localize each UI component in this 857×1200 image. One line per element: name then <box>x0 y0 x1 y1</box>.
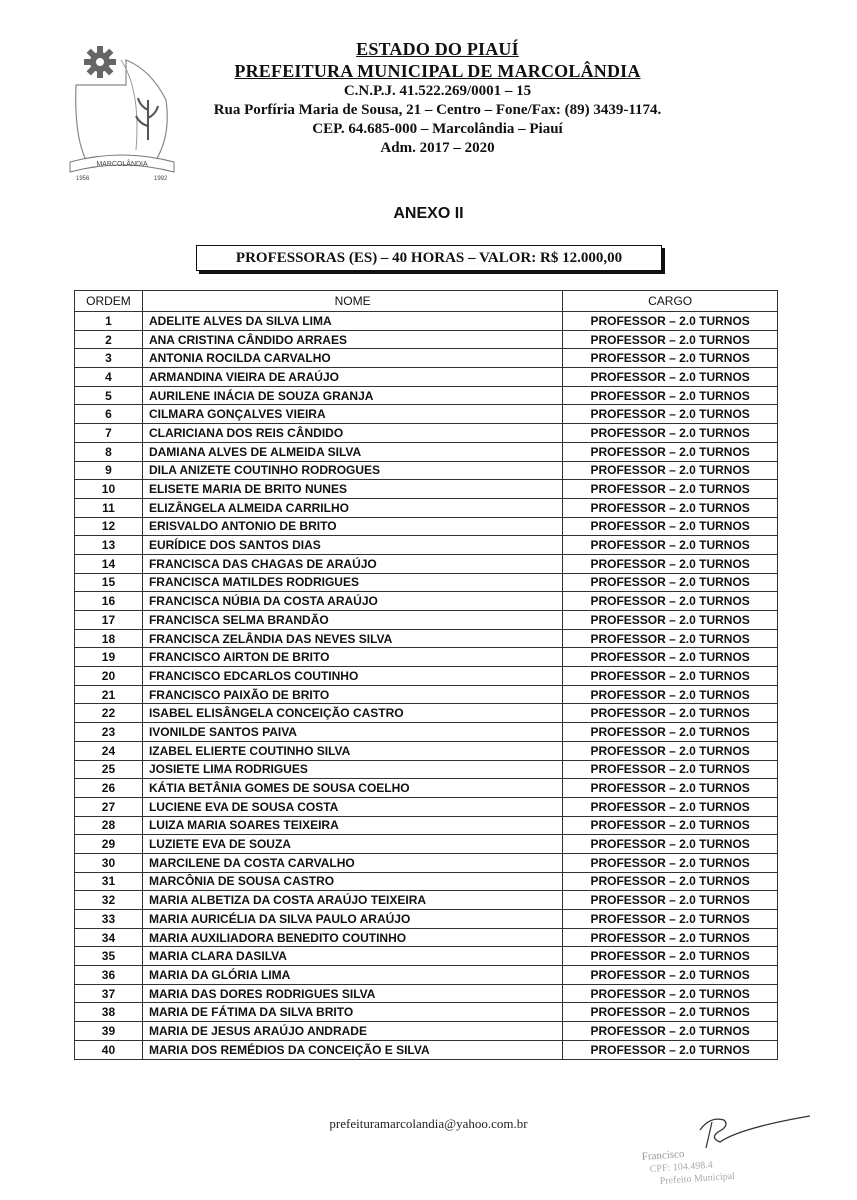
row-nome: ANA CRISTINA CÂNDIDO ARRAES <box>142 330 562 349</box>
row-nome: LUIZA MARIA SOARES TEIXEIRA <box>142 816 562 835</box>
row-nome: ARMANDINA VIEIRA DE ARAÚJO <box>142 368 562 387</box>
table-row <box>75 741 778 760</box>
row-cargo: PROFESSOR – 2.0 TURNOS <box>563 1003 778 1022</box>
row-nome: FRANCISCA NÚBIA DA COSTA ARAÚJO <box>142 592 562 611</box>
table-row <box>75 984 778 1003</box>
row-ordem: 2 <box>75 330 143 349</box>
row-cargo: PROFESSOR – 2.0 TURNOS <box>563 424 778 443</box>
row-ordem: 6 <box>75 405 143 424</box>
row-ordem: 37 <box>75 984 143 1003</box>
row-ordem: 10 <box>75 480 143 499</box>
row-ordem: 38 <box>75 1003 143 1022</box>
row-nome: ELIZÂNGELA ALMEIDA CARRILHO <box>142 498 562 517</box>
row-ordem: 17 <box>75 611 143 630</box>
row-cargo: PROFESSOR – 2.0 TURNOS <box>563 629 778 648</box>
row-ordem: 24 <box>75 741 143 760</box>
header-nome: NOME <box>142 291 562 312</box>
row-ordem: 5 <box>75 386 143 405</box>
row-cargo: PROFESSOR – 2.0 TURNOS <box>563 405 778 424</box>
row-ordem: 14 <box>75 554 143 573</box>
table-row <box>75 1022 778 1041</box>
row-ordem: 22 <box>75 704 143 723</box>
row-cargo: PROFESSOR – 2.0 TURNOS <box>563 891 778 910</box>
row-ordem: 20 <box>75 667 143 686</box>
row-nome: ADELITE ALVES DA SILVA LIMA <box>142 312 562 331</box>
row-nome: MARIA DAS DORES RODRIGUES SILVA <box>142 984 562 1003</box>
table-row <box>75 312 778 331</box>
row-nome: MARIA DE FÁTIMA DA SILVA BRITO <box>142 1003 562 1022</box>
cnpj-line: C.N.P.J. 41.522.269/0001 – 15 <box>343 83 532 99</box>
table-row <box>75 667 778 686</box>
row-nome: FRANCISCA ZELÂNDIA DAS NEVES SILVA <box>142 629 562 648</box>
row-cargo: PROFESSOR – 2.0 TURNOS <box>563 835 778 854</box>
row-nome: FRANCISCO AIRTON DE BRITO <box>142 648 562 667</box>
row-nome: LUCIENE EVA DE SOUSA COSTA <box>142 797 562 816</box>
row-ordem: 4 <box>75 368 143 387</box>
table-row <box>75 517 778 536</box>
row-cargo: PROFESSOR – 2.0 TURNOS <box>563 312 778 331</box>
table-row <box>75 928 778 947</box>
position-title-box: PROFESSORAS (ES) – 40 HORAS – VALOR: R$ 12.000,00 <box>196 245 662 271</box>
row-cargo: PROFESSOR – 2.0 TURNOS <box>563 779 778 798</box>
table-row <box>75 629 778 648</box>
row-nome: MARIA AUXILIADORA BENEDITO COUTINHO <box>142 928 562 947</box>
row-nome: FRANCISCO PAIXÃO DE BRITO <box>142 685 562 704</box>
row-nome: CILMARA GONÇALVES VIEIRA <box>142 405 562 424</box>
logo-ribbon-text: MARCOLÂNDIA <box>96 161 148 168</box>
row-cargo: PROFESSOR – 2.0 TURNOS <box>563 592 778 611</box>
table-row <box>75 1040 778 1059</box>
row-cargo: PROFESSOR – 2.0 TURNOS <box>563 368 778 387</box>
table-row <box>75 797 778 816</box>
teachers-table <box>74 290 778 1060</box>
table-row <box>75 891 778 910</box>
row-cargo: PROFESSOR – 2.0 TURNOS <box>563 797 778 816</box>
row-ordem: 33 <box>75 910 143 929</box>
row-ordem: 29 <box>75 835 143 854</box>
coat-of-arms-logo <box>66 40 178 182</box>
row-ordem: 34 <box>75 928 143 947</box>
row-nome: MARIA AURICÉLIA DA SILVA PAULO ARAÚJO <box>142 910 562 929</box>
row-ordem: 40 <box>75 1040 143 1059</box>
table-row <box>75 910 778 929</box>
row-cargo: PROFESSOR – 2.0 TURNOS <box>563 386 778 405</box>
row-nome: JOSIETE LIMA RODRIGUES <box>142 760 562 779</box>
address-line: Rua Porfíria Maria de Sousa, 21 – Centro – Fone/Fax: (89) 3439-1174. <box>213 102 662 118</box>
row-cargo: PROFESSOR – 2.0 TURNOS <box>563 1040 778 1059</box>
row-ordem: 16 <box>75 592 143 611</box>
row-ordem: 27 <box>75 797 143 816</box>
row-nome: FRANCISCA SELMA BRANDÃO <box>142 611 562 630</box>
row-cargo: PROFESSOR – 2.0 TURNOS <box>563 517 778 536</box>
row-cargo: PROFESSOR – 2.0 TURNOS <box>563 349 778 368</box>
row-cargo: PROFESSOR – 2.0 TURNOS <box>563 853 778 872</box>
row-cargo: PROFESSOR – 2.0 TURNOS <box>563 966 778 985</box>
footer-email: prefeituramarcolandia@yahoo.com.br <box>329 1116 528 1131</box>
row-ordem: 25 <box>75 760 143 779</box>
row-cargo: PROFESSOR – 2.0 TURNOS <box>563 872 778 891</box>
row-nome: MARIA CLARA DASILVA <box>142 947 562 966</box>
row-ordem: 39 <box>75 1022 143 1041</box>
table-header-row <box>75 291 778 312</box>
row-nome: MARIA ALBETIZA DA COSTA ARAÚJO TEIXEIRA <box>142 891 562 910</box>
row-nome: IZABEL ELIERTE COUTINHO SILVA <box>142 741 562 760</box>
row-nome: EURÍDICE DOS SANTOS DIAS <box>142 536 562 555</box>
table-row <box>75 554 778 573</box>
row-ordem: 3 <box>75 349 143 368</box>
table-row <box>75 442 778 461</box>
table-row <box>75 592 778 611</box>
table-row <box>75 816 778 835</box>
row-nome: MARIA DE JESUS ARAÚJO ANDRADE <box>142 1022 562 1041</box>
row-ordem: 15 <box>75 573 143 592</box>
row-ordem: 8 <box>75 442 143 461</box>
row-nome: FRANCISCO EDCARLOS COUTINHO <box>142 667 562 686</box>
table-row <box>75 779 778 798</box>
row-ordem: 32 <box>75 891 143 910</box>
row-nome: MARIA DOS REMÉDIOS DA CONCEIÇÃO E SILVA <box>142 1040 562 1059</box>
row-ordem: 19 <box>75 648 143 667</box>
row-cargo: PROFESSOR – 2.0 TURNOS <box>563 442 778 461</box>
row-cargo: PROFESSOR – 2.0 TURNOS <box>563 536 778 555</box>
row-cargo: PROFESSOR – 2.0 TURNOS <box>563 723 778 742</box>
table-row <box>75 1003 778 1022</box>
row-cargo: PROFESSOR – 2.0 TURNOS <box>563 461 778 480</box>
table-row <box>75 723 778 742</box>
row-ordem: 36 <box>75 966 143 985</box>
row-ordem: 12 <box>75 517 143 536</box>
row-nome: IVONILDE SANTOS PAIVA <box>142 723 562 742</box>
row-ordem: 35 <box>75 947 143 966</box>
row-cargo: PROFESSOR – 2.0 TURNOS <box>563 760 778 779</box>
row-cargo: PROFESSOR – 2.0 TURNOS <box>563 667 778 686</box>
row-nome: DILA ANIZETE COUTINHO RODROGUES <box>142 461 562 480</box>
stamp-name: Francisco <box>641 1148 685 1163</box>
header-cargo: CARGO <box>563 291 778 312</box>
letterhead <box>165 38 710 158</box>
row-cargo: PROFESSOR – 2.0 TURNOS <box>563 984 778 1003</box>
table-row <box>75 872 778 891</box>
row-cargo: PROFESSOR – 2.0 TURNOS <box>563 498 778 517</box>
header-ordem: ORDEM <box>75 291 143 312</box>
table-row <box>75 349 778 368</box>
row-ordem: 18 <box>75 629 143 648</box>
row-nome: FRANCISCA DAS CHAGAS DE ARAÚJO <box>142 554 562 573</box>
row-cargo: PROFESSOR – 2.0 TURNOS <box>563 947 778 966</box>
row-cargo: PROFESSOR – 2.0 TURNOS <box>563 611 778 630</box>
row-cargo: PROFESSOR – 2.0 TURNOS <box>563 573 778 592</box>
row-ordem: 1 <box>75 312 143 331</box>
logo-year-left: 1956 <box>76 176 90 182</box>
cep-line: CEP. 64.685-000 – Marcolândia – Piauí <box>312 121 563 137</box>
row-nome: ELISETE MARIA DE BRITO NUNES <box>142 480 562 499</box>
table-row <box>75 611 778 630</box>
row-nome: LUZIETE EVA DE SOUZA <box>142 835 562 854</box>
row-cargo: PROFESSOR – 2.0 TURNOS <box>563 704 778 723</box>
row-ordem: 30 <box>75 853 143 872</box>
logo-year-right: 1992 <box>154 176 168 182</box>
row-ordem: 13 <box>75 536 143 555</box>
row-cargo: PROFESSOR – 2.0 TURNOS <box>563 648 778 667</box>
row-nome: MARCILENE DA COSTA CARVALHO <box>142 853 562 872</box>
row-cargo: PROFESSOR – 2.0 TURNOS <box>563 910 778 929</box>
table-row <box>75 853 778 872</box>
table-row <box>75 386 778 405</box>
prefeitura-name: PREFEITURA MUNICIPAL DE MARCOLÂNDIA <box>234 61 641 81</box>
table-row <box>75 704 778 723</box>
table-row <box>75 368 778 387</box>
row-nome: ERISVALDO ANTONIO DE BRITO <box>142 517 562 536</box>
row-nome: ANTONIA ROCILDA CARVALHO <box>142 349 562 368</box>
row-cargo: PROFESSOR – 2.0 TURNOS <box>563 480 778 499</box>
table-row <box>75 330 778 349</box>
row-cargo: PROFESSOR – 2.0 TURNOS <box>563 928 778 947</box>
stamp-title: Prefeito Municipal <box>659 1170 736 1187</box>
stamp-cpf: CPF: 104.498.4 <box>649 1159 714 1175</box>
plant-icon <box>136 98 158 140</box>
signature-stamp <box>640 1108 810 1188</box>
state-name: ESTADO DO PIAUÍ <box>356 39 519 59</box>
table-row <box>75 760 778 779</box>
gear-icon <box>84 46 116 78</box>
anexo-title: ANEXO II <box>393 205 464 222</box>
row-ordem: 21 <box>75 685 143 704</box>
row-nome: MARIA DA GLÓRIA LIMA <box>142 966 562 985</box>
row-cargo: PROFESSOR – 2.0 TURNOS <box>563 1022 778 1041</box>
row-nome: FRANCISCA MATILDES RODRIGUES <box>142 573 562 592</box>
row-cargo: PROFESSOR – 2.0 TURNOS <box>563 816 778 835</box>
row-nome: DAMIANA ALVES DE ALMEIDA SILVA <box>142 442 562 461</box>
table-row <box>75 536 778 555</box>
table-row <box>75 405 778 424</box>
row-ordem: 11 <box>75 498 143 517</box>
table-row <box>75 498 778 517</box>
table-row <box>75 685 778 704</box>
table-row <box>75 573 778 592</box>
row-ordem: 31 <box>75 872 143 891</box>
row-cargo: PROFESSOR – 2.0 TURNOS <box>563 330 778 349</box>
table-row <box>75 648 778 667</box>
row-ordem: 28 <box>75 816 143 835</box>
row-ordem: 23 <box>75 723 143 742</box>
row-nome: CLARICIANA DOS REIS CÂNDIDO <box>142 424 562 443</box>
row-cargo: PROFESSOR – 2.0 TURNOS <box>563 685 778 704</box>
row-cargo: PROFESSOR – 2.0 TURNOS <box>563 741 778 760</box>
table-body <box>75 312 778 1060</box>
row-ordem: 26 <box>75 779 143 798</box>
table-row <box>75 947 778 966</box>
table-row <box>75 424 778 443</box>
table-row <box>75 966 778 985</box>
table-row <box>75 480 778 499</box>
row-nome: KÁTIA BETÂNIA GOMES DE SOUSA COELHO <box>142 779 562 798</box>
row-cargo: PROFESSOR – 2.0 TURNOS <box>563 554 778 573</box>
row-ordem: 7 <box>75 424 143 443</box>
table-row <box>75 461 778 480</box>
table-row <box>75 835 778 854</box>
row-nome: AURILENE INÁCIA DE SOUZA GRANJA <box>142 386 562 405</box>
row-ordem: 9 <box>75 461 143 480</box>
adm-line: Adm. 2017 – 2020 <box>380 140 495 156</box>
row-nome: MARCÔNIA DE SOUSA CASTRO <box>142 872 562 891</box>
row-nome: ISABEL ELISÂNGELA CONCEIÇÃO CASTRO <box>142 704 562 723</box>
